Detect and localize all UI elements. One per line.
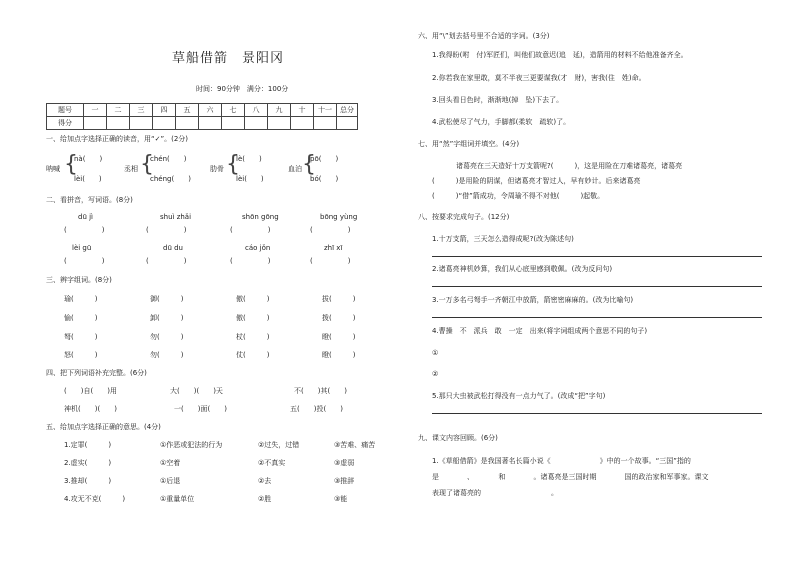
word-item[interactable]: 弩( ) bbox=[64, 333, 98, 341]
idiom-item[interactable]: 五( )投( ) bbox=[290, 405, 343, 413]
score-header-cell: 三 bbox=[130, 104, 153, 117]
score-header-cell: 八 bbox=[245, 104, 268, 117]
meaning-option: ③推辞 bbox=[334, 477, 355, 485]
passage-line[interactable]: 是 、 和 。诸葛亮是三国时期 国的政治家和军事家。课文 bbox=[432, 473, 709, 481]
answer-box[interactable]: ( ) bbox=[146, 257, 187, 265]
s1-option[interactable]: lè( ) bbox=[236, 155, 262, 163]
meaning-word[interactable]: 4.攻无不克( ) bbox=[64, 495, 126, 503]
score-cell[interactable] bbox=[245, 117, 268, 130]
score-cell[interactable] bbox=[291, 117, 314, 130]
pinyin: zhī xī bbox=[324, 244, 343, 252]
question-item[interactable]: ① bbox=[432, 349, 439, 357]
pinyin: dū jì bbox=[78, 213, 93, 221]
passage-line[interactable]: ( )“借”箭成功，令周瑜不得不对他( )起敬。 bbox=[432, 192, 605, 200]
left-brace-icon: { bbox=[140, 152, 154, 177]
section-9-heading: 九、课文内容回顾。(6分) bbox=[418, 434, 498, 442]
meaning-option: ②胜 bbox=[258, 495, 272, 503]
score-table-score-row bbox=[47, 117, 358, 130]
question-item[interactable]: 1.我得盼(咐 付)军匠们，叫他们故意迟(追 延)，造箭用的材料不给他准备齐全。 bbox=[432, 51, 688, 59]
section-4-heading: 四、把下列词语补充完整。(6分) bbox=[46, 369, 147, 377]
word-item[interactable]: 瑜( ) bbox=[64, 295, 98, 303]
left-brace-icon: { bbox=[302, 152, 316, 177]
passage-line[interactable]: ( )是用险的阴谋，但诸葛亮才智过人，早有妙计。后来诸葛亮 bbox=[432, 177, 641, 185]
idiom-item[interactable]: 一( )面( ) bbox=[174, 405, 227, 413]
score-cell[interactable] bbox=[107, 117, 130, 130]
section-1-heading: 一、给加点字选择正确的读音，用“✓”。(2分) bbox=[46, 135, 189, 143]
word-item[interactable]: 杖( ) bbox=[236, 333, 270, 341]
score-header-cell: 四 bbox=[153, 104, 176, 117]
question-item[interactable]: 2.诸葛亮神机妙算，我们从心底里感到敬佩。(改为反问句) bbox=[432, 265, 613, 273]
s1-word: 呐喊 bbox=[46, 165, 60, 173]
score-cell[interactable] bbox=[199, 117, 222, 130]
answer-line[interactable] bbox=[432, 286, 762, 287]
word-item[interactable]: 仗( ) bbox=[236, 351, 270, 359]
meaning-word[interactable]: 1.定罪( ) bbox=[64, 441, 112, 449]
score-header-cell: 七 bbox=[222, 104, 245, 117]
s1-word: 肋骨 bbox=[210, 165, 224, 173]
idiom-item[interactable]: 不( )其( ) bbox=[294, 387, 347, 395]
word-item[interactable]: 傲( ) bbox=[236, 295, 270, 303]
section-6-heading: 六、用“\”划去括号里不合适的字词。(3分) bbox=[418, 32, 550, 40]
word-item[interactable]: 瞪( ) bbox=[322, 351, 356, 359]
answer-box[interactable]: ( ) bbox=[146, 226, 187, 234]
score-header-cell: 十一 bbox=[314, 104, 337, 117]
score-cell[interactable] bbox=[130, 117, 153, 130]
score-cell[interactable] bbox=[84, 117, 107, 130]
meaning-option: ①后退 bbox=[160, 477, 181, 485]
score-cell[interactable] bbox=[314, 117, 337, 130]
exam-info: 时间：90分钟 满分：100分 bbox=[196, 85, 289, 93]
meaning-word[interactable]: 2.虚实( ) bbox=[64, 459, 112, 467]
question-item[interactable]: 3.回头看日色时，渐渐地(掉 坠)下去了。 bbox=[432, 96, 564, 104]
score-header-cell: 题号 bbox=[47, 104, 84, 117]
left-brace-icon: { bbox=[226, 152, 240, 177]
s1-option[interactable]: lèi( ) bbox=[236, 175, 264, 183]
pinyin: lèi gū bbox=[72, 244, 92, 252]
score-table-header-row bbox=[47, 104, 358, 117]
word-item[interactable]: 卸( ) bbox=[150, 314, 184, 322]
s1-option[interactable]: chén( ) bbox=[150, 155, 187, 163]
page-title: 草船借箭 景阳冈 bbox=[172, 51, 285, 66]
word-item[interactable]: 傲( ) bbox=[236, 314, 270, 322]
score-header-cell: 总分 bbox=[337, 104, 358, 117]
pinyin: cáo jǒn bbox=[245, 244, 271, 252]
answer-box[interactable]: ( ) bbox=[310, 226, 351, 234]
word-item[interactable]: 瞪( ) bbox=[322, 333, 356, 341]
answer-line[interactable] bbox=[432, 317, 762, 318]
meaning-option: ③苦难、痛苦 bbox=[334, 441, 376, 449]
answer-box[interactable]: ( ) bbox=[64, 257, 105, 265]
idiom-item[interactable]: ( )自( )用 bbox=[64, 387, 117, 395]
section-7-heading: 七、用“然”字组词并填空。(4分) bbox=[418, 140, 520, 148]
score-header-cell: 十 bbox=[291, 104, 314, 117]
score-cell[interactable] bbox=[153, 117, 176, 130]
answer-line[interactable] bbox=[432, 256, 762, 257]
passage-line[interactable]: 1.《草船借箭》是我国著名长篇小说《 》中的一个故事。“三国”指的 bbox=[432, 457, 691, 465]
question-item[interactable]: 1.十万支箭，三天怎么造得成呢?(改为陈述句) bbox=[432, 235, 574, 243]
word-item[interactable]: 拨( ) bbox=[322, 314, 356, 322]
question-item[interactable]: 4.曹操 不 派兵 敢 一定 出来(将字词组成两个意思不同的句子) bbox=[432, 327, 648, 335]
pinyin: dū du bbox=[163, 244, 183, 252]
answer-box[interactable]: ( ) bbox=[230, 257, 271, 265]
score-header-cell: 六 bbox=[199, 104, 222, 117]
section-5-heading: 五、给加点字选择正确的意思。(4分) bbox=[46, 423, 161, 431]
meaning-option: ①作恶或犯法的行为 bbox=[160, 441, 223, 449]
score-header-cell: 一 bbox=[84, 104, 107, 117]
pinyin: shōn gōng bbox=[242, 213, 279, 221]
s1-option[interactable]: lèi( ) bbox=[74, 175, 102, 183]
pinyin: shuì zhǎi bbox=[160, 213, 192, 221]
section-8-heading: 八、按要求完成句子。(12分) bbox=[418, 213, 510, 221]
score-header-cell: 九 bbox=[268, 104, 291, 117]
word-item[interactable]: 拔( ) bbox=[322, 295, 356, 303]
s1-option[interactable]: nà( ) bbox=[74, 155, 103, 163]
answer-line[interactable] bbox=[432, 413, 762, 414]
meaning-option: ③能 bbox=[334, 495, 348, 503]
score-table bbox=[46, 103, 358, 130]
score-row-label: 得分 bbox=[47, 117, 84, 130]
meaning-option: ②不真实 bbox=[258, 459, 286, 467]
word-item[interactable]: 勿( ) bbox=[150, 333, 184, 341]
meaning-option: ②过失，过错 bbox=[258, 441, 300, 449]
s1-option[interactable]: chéng( ) bbox=[150, 175, 191, 183]
answer-box[interactable]: ( ) bbox=[310, 257, 351, 265]
score-header-cell: 五 bbox=[176, 104, 199, 117]
question-item[interactable]: 3.一万多名弓弩手一齐朝江中放箭，箭密密麻麻的。(改为比喻句) bbox=[432, 296, 634, 304]
s1-option[interactable]: bó( ) bbox=[310, 175, 339, 183]
word-item[interactable]: 勿( ) bbox=[150, 351, 184, 359]
answer-box[interactable]: ( ) bbox=[230, 226, 271, 234]
meaning-word[interactable]: 3.推却( ) bbox=[64, 477, 112, 485]
word-item[interactable]: 御( ) bbox=[150, 295, 184, 303]
pinyin: bōng yùng bbox=[320, 213, 358, 221]
idiom-item[interactable]: 神机( )( ) bbox=[64, 405, 117, 413]
meaning-option: ②去 bbox=[258, 477, 272, 485]
question-item[interactable]: 4.武松使尽了气力，手脚都(柔软 疏软)了。 bbox=[432, 118, 571, 126]
passage-line[interactable]: 表现了诸葛亮的 。 bbox=[432, 489, 558, 497]
answer-box[interactable]: ( ) bbox=[64, 226, 105, 234]
score-cell[interactable] bbox=[337, 117, 358, 130]
passage-line[interactable]: 诸葛亮在三天造好十万支箭呢?( )，这是用险在刀难诸葛亮，诸葛亮 bbox=[456, 162, 683, 170]
s1-word: 丞相 bbox=[124, 165, 138, 173]
meaning-option: ①空着 bbox=[160, 459, 181, 467]
question-item[interactable]: ② bbox=[432, 370, 439, 378]
question-item[interactable]: 5.那只大虫被武松打得没有一点力气了。(改成“把”字句) bbox=[432, 392, 606, 400]
meaning-option: ③虚弱 bbox=[334, 459, 355, 467]
score-header-cell: 二 bbox=[107, 104, 130, 117]
section-3-heading: 三、辨字组词。(8分) bbox=[46, 276, 112, 284]
word-item[interactable]: 愉( ) bbox=[64, 314, 98, 322]
question-item[interactable]: 2.你若我在家里敢，莫不半夜三更要谋我(才 财)，害我(住 姓)命。 bbox=[432, 74, 646, 82]
section-2-heading: 二、看拼音，写词语。(8分) bbox=[46, 196, 133, 204]
score-cell[interactable] bbox=[268, 117, 291, 130]
word-item[interactable]: 怒( ) bbox=[64, 351, 98, 359]
meaning-option: ①重量单位 bbox=[160, 495, 195, 503]
left-brace-icon: { bbox=[64, 152, 78, 177]
score-cell[interactable] bbox=[176, 117, 199, 130]
idiom-item[interactable]: 大( )( )天 bbox=[170, 387, 223, 395]
score-cell[interactable] bbox=[222, 117, 245, 130]
s1-word: 血泊 bbox=[288, 165, 302, 173]
s1-option[interactable]: pō( ) bbox=[310, 155, 339, 163]
